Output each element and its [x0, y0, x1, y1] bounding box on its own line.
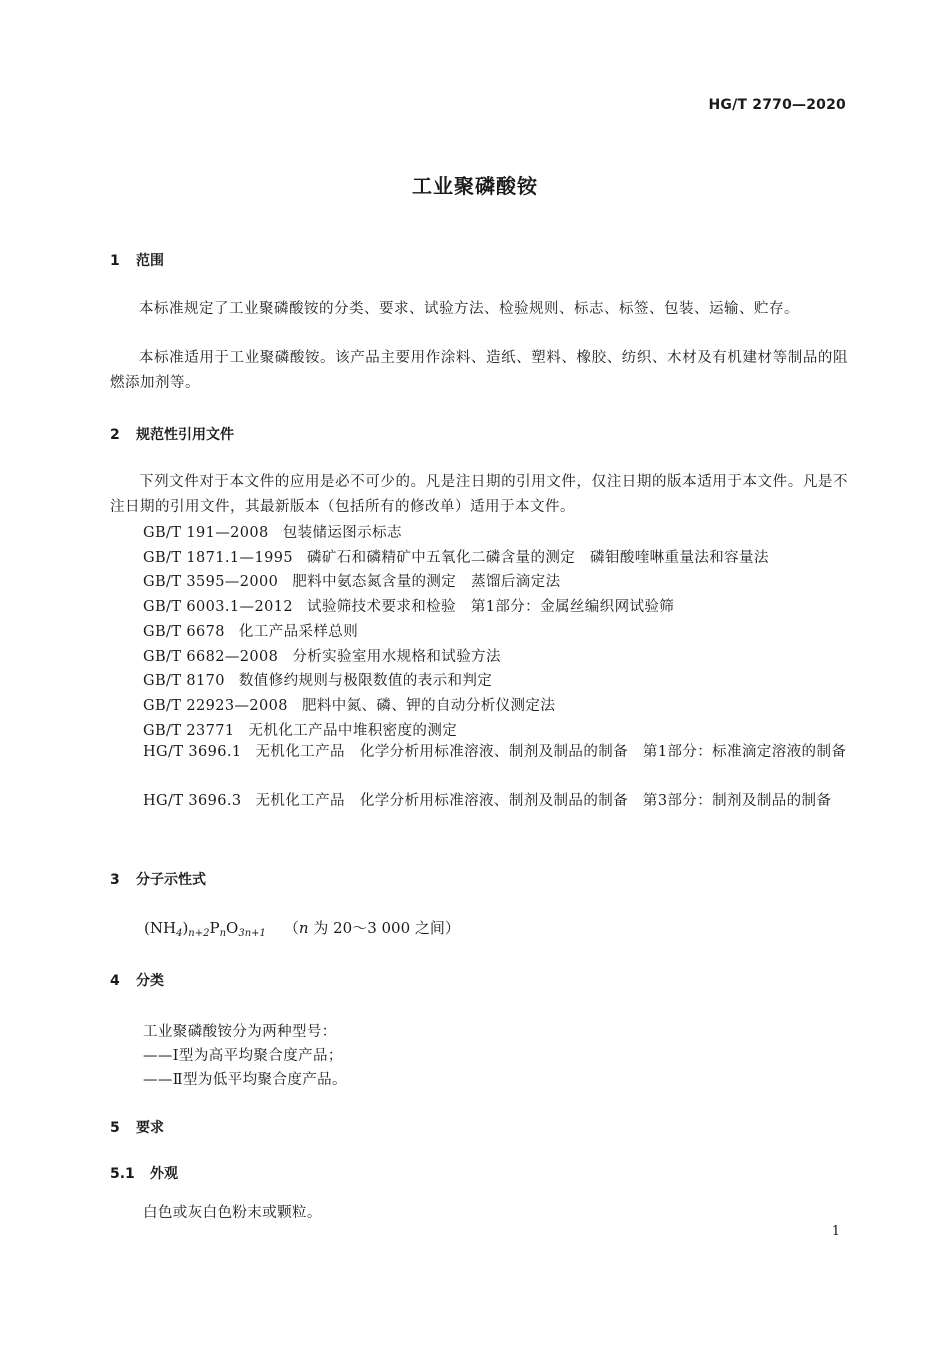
subsection-heading-5-1 [110, 1163, 178, 1183]
classification-item: ——Ⅱ型为低平均聚合度产品。 [143, 1072, 347, 1088]
formula-note-variable: n [298, 919, 309, 937]
reference-code: GB/T 6003.1—2012 [143, 599, 293, 615]
reference-title: 数值修约规则与极限数值的表示和判定 [238, 673, 493, 689]
classification-item: ——Ⅰ型为高平均聚合度产品； [143, 1048, 343, 1064]
section-title: 范围 [136, 253, 164, 269]
reference-title: 化工产品采样总则 [238, 624, 359, 640]
reference-title: 肥料中氨态氮含量的测定 蒸馏后滴定法 [292, 574, 561, 590]
reference-code: GB/T 8170 [143, 673, 225, 689]
reference-code: GB/T 3595—2000 [143, 574, 279, 590]
formula-note-range: 为 20～3 000 之间） [308, 919, 460, 937]
section-number: 5.1 [110, 1166, 135, 1182]
reference-title: 无机化工产品 化学分析用标准溶液、制剂及制品的制备 第1部分：标准滴定溶液的制备 [255, 744, 847, 760]
section-heading-4 [110, 970, 164, 990]
molecular-formula [144, 917, 460, 939]
reference-item [143, 620, 358, 641]
formula-subscript: 4 [176, 928, 183, 939]
section-number: 3 [110, 872, 120, 888]
reference-item [143, 694, 555, 715]
section-heading-3 [110, 869, 206, 889]
section-heading-5 [110, 1117, 164, 1137]
reference-title: 分析实验室用水规格和试验方法 [292, 649, 501, 665]
formula-subscript: n [219, 928, 227, 939]
section-heading-2 [110, 424, 234, 444]
formula-note-open: （ [283, 919, 299, 937]
formula-part: ) [182, 919, 189, 937]
section-title: 要求 [136, 1120, 164, 1136]
standard-code: HG/T 2770—2020 [708, 97, 846, 113]
references-intro: 下列文件对于本文件的应用是必不可少的。凡是注日期的引用文件，仅注日期的版本适用于本文件。凡是不注日期的引用文件，其最新版本（包括所有的修改单）适用于本文件。 [110, 474, 848, 515]
reference-code: GB/T 191—2008 [143, 525, 269, 541]
scope-paragraph-1: 本标准规定了工业聚磷酸铵的分类、要求、试验方法、检验规则、标志、标签、包装、运输、贮存。 [139, 301, 799, 317]
section-number: 5 [110, 1120, 120, 1136]
section-number: 2 [110, 427, 120, 443]
reference-item [143, 595, 674, 616]
reference-item [143, 645, 501, 666]
reference-title: 包装储运图示标志 [282, 525, 402, 541]
reference-code: GB/T 6678 [143, 624, 225, 640]
reference-item-wrapped [110, 789, 848, 814]
reference-item [143, 570, 561, 591]
section-number: 1 [110, 253, 120, 269]
reference-title: 无机化工产品中堆积密度的测定 [248, 723, 458, 739]
reference-item [143, 546, 769, 567]
reference-code: GB/T 23771 [143, 723, 235, 739]
reference-item [143, 719, 457, 740]
reference-code: GB/T 22923—2008 [143, 698, 288, 714]
section-title: 分类 [136, 973, 164, 989]
reference-title: 无机化工产品 化学分析用标准溶液、制剂及制品的制备 第3部分：制剂及制品的制备 [255, 793, 832, 809]
section-title: 规范性引用文件 [136, 427, 234, 443]
document-title: 工业聚磷酸铵 [412, 174, 538, 198]
formula-part: (NH [144, 919, 177, 937]
classification-intro: 工业聚磷酸铵分为两种型号： [143, 1024, 337, 1040]
reference-title: 磷矿石和磷精矿中五氧化二磷含量的测定 磷钼酸喹啉重量法和容量法 [306, 550, 769, 566]
formula-note [284, 919, 460, 937]
formula-subscript: n+2 [188, 928, 210, 939]
reference-code: HG/T 3696.1 [143, 744, 242, 760]
reference-code: GB/T 1871.1—1995 [143, 550, 293, 566]
formula-part: P [209, 919, 220, 937]
reference-code: GB/T 6682—2008 [143, 649, 279, 665]
section-heading-1 [110, 250, 164, 270]
section-number: 4 [110, 973, 120, 989]
reference-title: 肥料中氮、磷、钾的自动分析仪测定法 [301, 698, 556, 714]
appearance-text: 白色或灰白色粉末或颗粒。 [143, 1205, 322, 1221]
reference-code: HG/T 3696.3 [143, 793, 242, 809]
section-title: 外观 [150, 1166, 178, 1182]
reference-item [143, 521, 402, 542]
scope-paragraph-2: 本标准适用于工业聚磷酸铵。该产品主要用作涂料、造纸、塑料、橡胶、纺织、木材及有机建材等制品的阻燃添加剂等。 [110, 350, 848, 391]
section-title: 分子示性式 [136, 872, 206, 888]
reference-item-wrapped [110, 740, 848, 765]
reference-item [143, 669, 492, 690]
formula-subscript: 3n+1 [238, 928, 266, 939]
reference-title: 试验筛技术要求和检验 第1部分：金属丝编织网试验筛 [306, 599, 675, 615]
page-number: 1 [831, 1224, 840, 1239]
formula-part: O [226, 919, 239, 937]
